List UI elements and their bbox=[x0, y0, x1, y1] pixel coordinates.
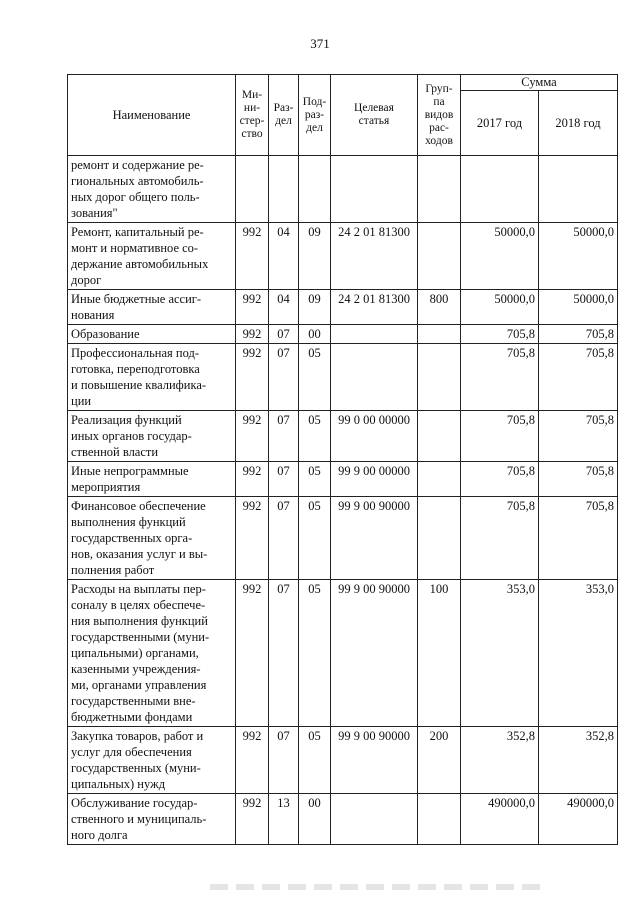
header-year1-label: 2017 год bbox=[476, 115, 523, 130]
cell-group bbox=[418, 325, 461, 344]
cell-sum-2017: 352,8 bbox=[461, 727, 539, 794]
cell-ministry: 992 bbox=[236, 290, 269, 325]
cell-sum-2017: 705,8 bbox=[461, 497, 539, 580]
page-number: 371 bbox=[310, 36, 330, 51]
cell-target: 99 9 00 90000 bbox=[331, 580, 418, 727]
table-row bbox=[68, 156, 618, 223]
cell-name: Обслуживание государ- ственного и муниципаль- ного долга bbox=[68, 794, 236, 845]
cell-subsection: 05 bbox=[299, 727, 331, 794]
cell-section: 07 bbox=[269, 497, 299, 580]
cell-target bbox=[331, 794, 418, 845]
cell-sum-2017: 705,8 bbox=[461, 325, 539, 344]
cell-name: ремонт и содержание ре- гиональных автомобиль- ных дорог общего поль- зования" bbox=[68, 156, 236, 223]
cell-target bbox=[331, 325, 418, 344]
cell-target bbox=[331, 156, 418, 223]
cell-target: 99 9 00 90000 bbox=[331, 727, 418, 794]
cell-sum-2017: 705,8 bbox=[461, 462, 539, 497]
header-target-label: Целевая статья bbox=[354, 102, 394, 127]
cell-subsection: 09 bbox=[299, 223, 331, 290]
cell-name: Финансовое обеспечение выполнения функций государственных орга- нов, оказания услуг и вы- полнения работ bbox=[68, 497, 236, 580]
header-section-label: Раз- дел bbox=[273, 102, 294, 127]
cell-sum-2018: 352,8 bbox=[539, 727, 618, 794]
cell-target bbox=[331, 344, 418, 411]
table-header bbox=[68, 75, 618, 156]
cell-name: Реализация функций иных органов государ- ственной власти bbox=[68, 411, 236, 462]
header-group-label: Груп- па видов рас- ходов bbox=[424, 82, 454, 147]
cell-sum-2018: 705,8 bbox=[539, 497, 618, 580]
cell-name: Иные бюджетные ассиг- нования bbox=[68, 290, 236, 325]
table-row bbox=[68, 344, 618, 411]
cell-sum-2018: 353,0 bbox=[539, 580, 618, 727]
cell-section: 13 bbox=[269, 794, 299, 845]
cell-sum-2018: 705,8 bbox=[539, 462, 618, 497]
cell-section bbox=[269, 156, 299, 223]
cell-subsection: 05 bbox=[299, 580, 331, 727]
cell-name: Профессиональная под- готовка, переподготовка и повышение квалифика- ции bbox=[68, 344, 236, 411]
header-group bbox=[418, 75, 461, 156]
cell-section: 07 bbox=[269, 462, 299, 497]
cell-sum-2017: 490000,0 bbox=[461, 794, 539, 845]
cell-sum-2017 bbox=[461, 156, 539, 223]
header-year-2017 bbox=[461, 91, 539, 156]
header-section bbox=[269, 75, 299, 156]
cell-sum-2018 bbox=[539, 156, 618, 223]
cell-group bbox=[418, 223, 461, 290]
cell-sum-2018: 50000,0 bbox=[539, 223, 618, 290]
table-row bbox=[68, 411, 618, 462]
cell-group: 200 bbox=[418, 727, 461, 794]
cell-group bbox=[418, 462, 461, 497]
cell-ministry: 992 bbox=[236, 223, 269, 290]
table-row bbox=[68, 497, 618, 580]
header-target bbox=[331, 75, 418, 156]
budget-table bbox=[67, 74, 618, 845]
cell-group bbox=[418, 344, 461, 411]
cell-sum-2018: 50000,0 bbox=[539, 290, 618, 325]
cell-target: 24 2 01 81300 bbox=[331, 290, 418, 325]
cell-ministry: 992 bbox=[236, 580, 269, 727]
cell-subsection: 00 bbox=[299, 794, 331, 845]
cell-section: 04 bbox=[269, 223, 299, 290]
footer-stamp-mark bbox=[210, 884, 540, 890]
table-row bbox=[68, 325, 618, 344]
cell-sum-2017: 705,8 bbox=[461, 411, 539, 462]
cell-ministry: 992 bbox=[236, 794, 269, 845]
cell-sum-2017: 50000,0 bbox=[461, 290, 539, 325]
cell-name: Иные непрограммные мероприятия bbox=[68, 462, 236, 497]
table-row bbox=[68, 580, 618, 727]
cell-group: 800 bbox=[418, 290, 461, 325]
table-row bbox=[68, 290, 618, 325]
cell-sum-2017: 705,8 bbox=[461, 344, 539, 411]
table-row bbox=[68, 794, 618, 845]
cell-ministry bbox=[236, 156, 269, 223]
header-name bbox=[68, 75, 236, 156]
cell-target: 24 2 01 81300 bbox=[331, 223, 418, 290]
header-year2-label: 2018 год bbox=[555, 115, 601, 130]
cell-target: 99 0 00 00000 bbox=[331, 411, 418, 462]
cell-target: 99 9 00 90000 bbox=[331, 497, 418, 580]
cell-sum-2018: 705,8 bbox=[539, 344, 618, 411]
cell-group: 100 bbox=[418, 580, 461, 727]
cell-group bbox=[418, 411, 461, 462]
cell-name: Образование bbox=[68, 325, 236, 344]
cell-name: Ремонт, капитальный ре- монт и нормативное со- держание автомобильных дорог bbox=[68, 223, 236, 290]
cell-subsection: 05 bbox=[299, 497, 331, 580]
cell-sum-2018: 705,8 bbox=[539, 411, 618, 462]
cell-ministry: 992 bbox=[236, 727, 269, 794]
cell-sum-2018: 705,8 bbox=[539, 325, 618, 344]
header-sum bbox=[461, 75, 618, 91]
cell-sum-2017: 50000,0 bbox=[461, 223, 539, 290]
table-row bbox=[68, 727, 618, 794]
header-sum-label: Сумма bbox=[521, 75, 557, 89]
table-row bbox=[68, 462, 618, 497]
cell-ministry: 992 bbox=[236, 411, 269, 462]
header-name-label: Наименование bbox=[112, 107, 191, 122]
cell-subsection: 09 bbox=[299, 290, 331, 325]
cell-ministry: 992 bbox=[236, 462, 269, 497]
header-subsection-label: Под- раз- дел bbox=[302, 95, 327, 134]
cell-group bbox=[418, 497, 461, 580]
cell-subsection: 05 bbox=[299, 344, 331, 411]
cell-subsection bbox=[299, 156, 331, 223]
cell-group bbox=[418, 156, 461, 223]
header-ministry-label: Ми- ни- стер- ство bbox=[239, 89, 265, 140]
cell-name: Расходы на выплаты пер- соналу в целях обеспече- ния выполнения функций государственными (муни- ципальными) органами, казенными учреждения- ми, органами управления государственными вне- бюджетными фондами bbox=[68, 580, 236, 727]
cell-sum-2017: 353,0 bbox=[461, 580, 539, 727]
cell-subsection: 05 bbox=[299, 411, 331, 462]
cell-section: 04 bbox=[269, 290, 299, 325]
cell-section: 07 bbox=[269, 344, 299, 411]
cell-section: 07 bbox=[269, 411, 299, 462]
cell-subsection: 05 bbox=[299, 462, 331, 497]
header-ministry bbox=[236, 75, 269, 156]
cell-section: 07 bbox=[269, 580, 299, 727]
table-row bbox=[68, 223, 618, 290]
cell-section: 07 bbox=[269, 727, 299, 794]
cell-name: Закупка товаров, работ и услуг для обеспечения государственных (муни- ципальных) нужд bbox=[68, 727, 236, 794]
cell-section: 07 bbox=[269, 325, 299, 344]
cell-target: 99 9 00 00000 bbox=[331, 462, 418, 497]
header-subsection bbox=[299, 75, 331, 156]
cell-ministry: 992 bbox=[236, 344, 269, 411]
cell-subsection: 00 bbox=[299, 325, 331, 344]
cell-sum-2018: 490000,0 bbox=[539, 794, 618, 845]
header-year-2018 bbox=[539, 91, 618, 156]
cell-ministry: 992 bbox=[236, 497, 269, 580]
cell-group bbox=[418, 794, 461, 845]
cell-ministry: 992 bbox=[236, 325, 269, 344]
table-body bbox=[68, 156, 618, 845]
